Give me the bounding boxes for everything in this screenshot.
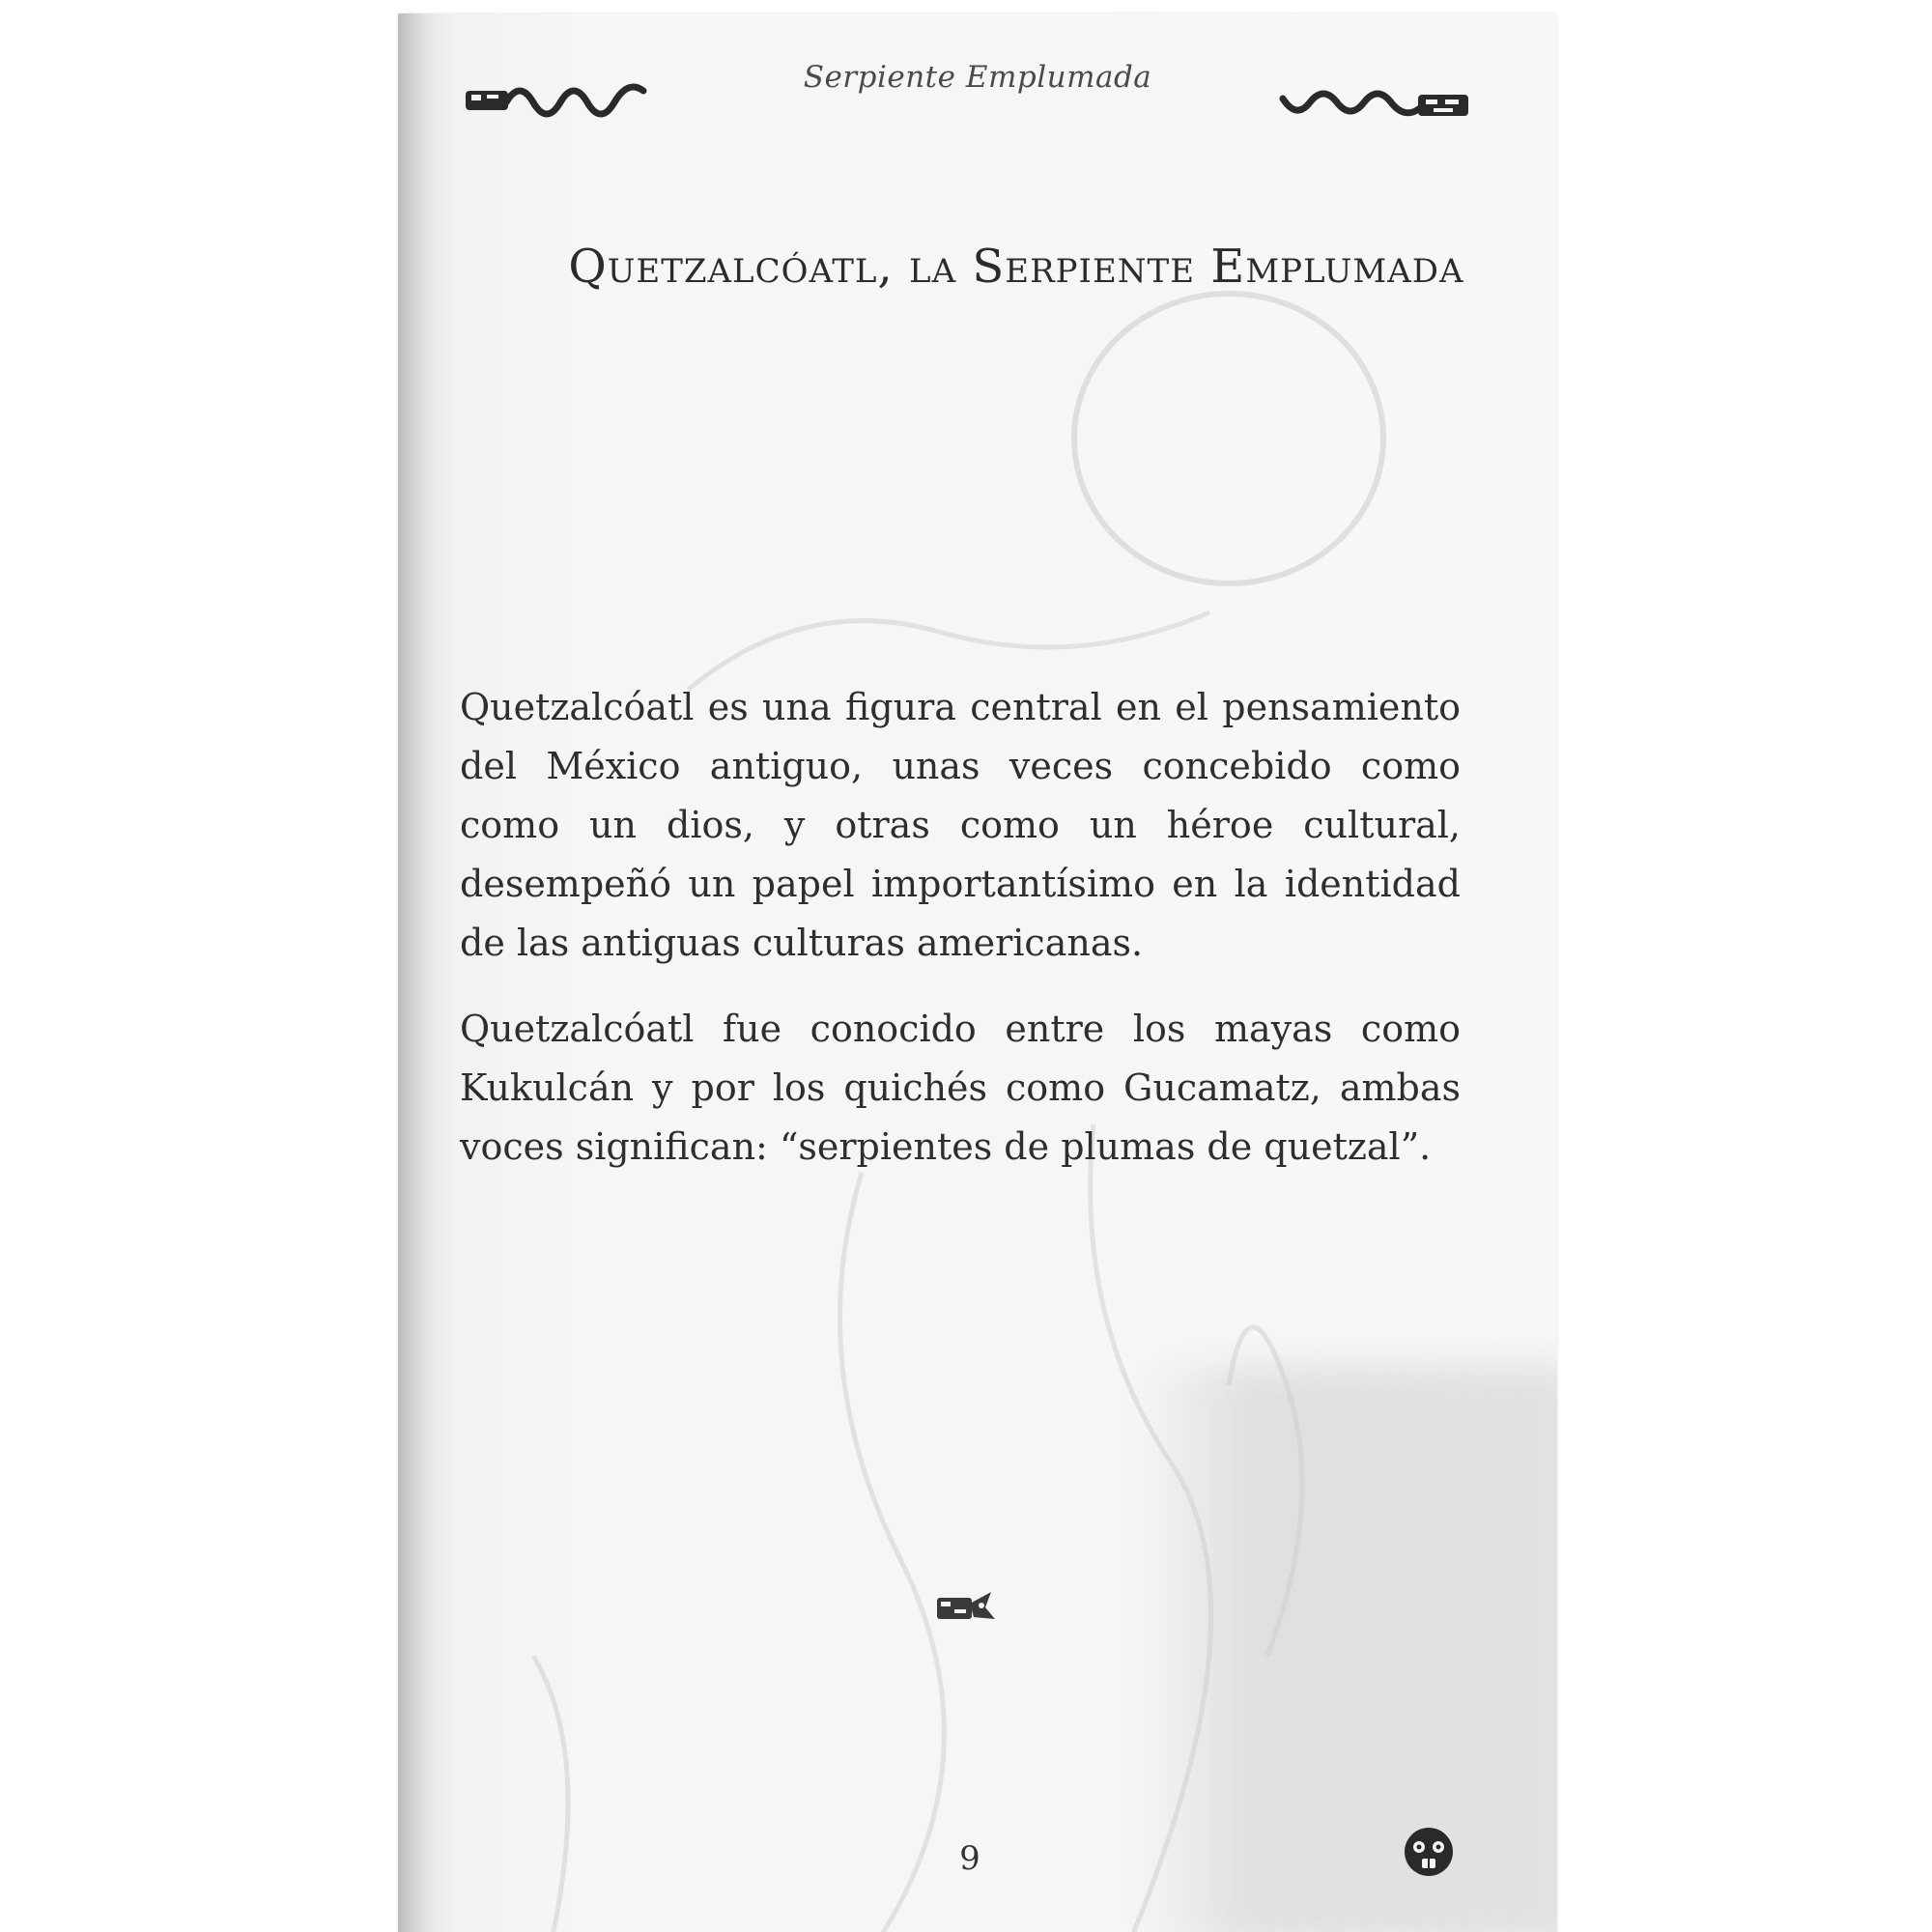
round-face-emblem-icon <box>1403 1826 1455 1878</box>
chapter-title: Quetzalcóatl, la Serpiente Emplumada <box>568 240 1464 294</box>
paragraph: Quetzalcóatl es una figura central en el pensamiento del México antiguo, unas veces concebido como como un dios, y otras como un héroe cultural, desempeñó un papel importantísimo en la identidad de las antiguas culturas americanas. <box>460 686 1461 964</box>
book-page <box>398 14 1557 1932</box>
serpent-head-ornament-icon <box>931 1584 999 1633</box>
paragraph: Quetzalcóatl fue conocido entre los mayas como Kukulcán y por los quichés como Gucamatz, ambas voces significan: “serpientes de plumas de quetzal”. <box>460 1008 1461 1168</box>
body-text <box>460 678 1461 1204</box>
light-shadow <box>1132 1366 1557 1932</box>
running-head: Serpiente Emplumada <box>803 60 1152 95</box>
page-number: 9 <box>959 1839 980 1878</box>
serpent-ornament-right-icon <box>1279 81 1472 131</box>
